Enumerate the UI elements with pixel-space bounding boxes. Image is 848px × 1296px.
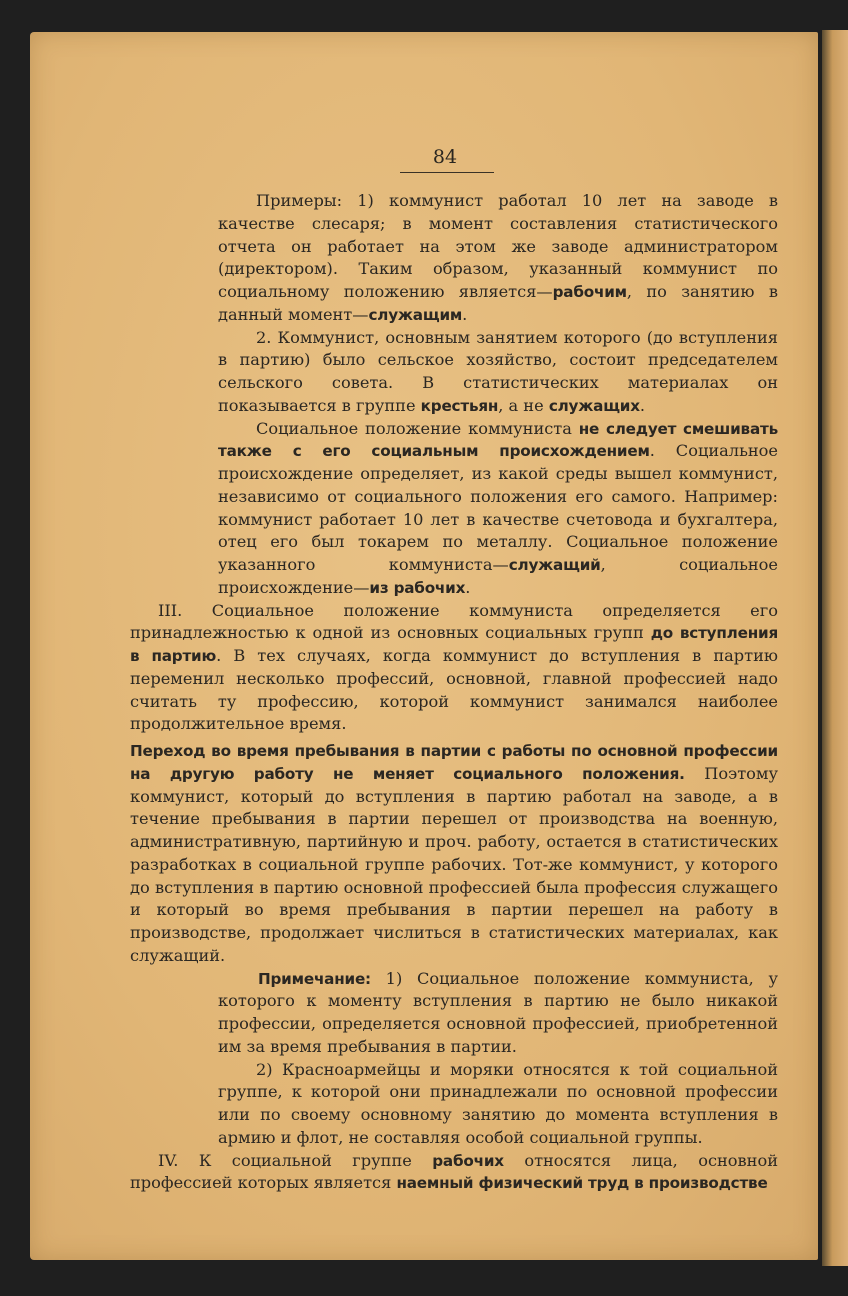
- text-run: относятся лица, основной профессией которых является: [130, 1150, 778, 1193]
- text-run: Поэтому коммунист, который до вступления в партию работал на заводе, а в течение пребывания в партии перешел от производства на военную, административную, партийную и проч. работу, остается в статистических разработках в социальной группе рабочих. Тот-же коммунист, у которого до вступления в партию основной профессией была профессия служащего и который во время пребывания в партии перешел на работу в производстве, продолжает числиться в статистических материалах, как служащий.: [130, 763, 779, 965]
- page-number: 84: [432, 146, 458, 168]
- bold-phrase: служащий: [508, 556, 601, 574]
- paragraph-note-2: [218, 1059, 778, 1150]
- paragraph-section-iii: [130, 600, 778, 737]
- bold-phrase: рабочих: [432, 1151, 504, 1170]
- paragraph-examples: [218, 190, 778, 327]
- paragraph-section-iv: [130, 1150, 778, 1196]
- bold-phrase: не следует смешивать также с его социальным происхождением: [218, 419, 778, 461]
- text-run: , а не: [498, 395, 549, 415]
- text-run: Социальное положение коммуниста: [256, 418, 579, 438]
- page-body: [130, 190, 778, 1195]
- text-run: . В тех случаях, когда коммунист до вступления в партию переменил несколько профессий, основной, главной профессией надо считать ту профессию, которой коммунист занимался наиболее продолжительное время.: [130, 646, 778, 734]
- paragraph-social-origin: [218, 418, 778, 600]
- bold-phrase: служащим: [368, 305, 463, 324]
- text-run: 1) Социальное положение коммуниста, у которого к моменту вступления в партию не было никакой профессии, определяется основной профессией, приобретенной им за время пребывания в партии.: [218, 968, 778, 1056]
- text-run: Примеры: 1) коммунист работал 10 лет на заводе в качестве слесаря; в момент составления статистического отчета он работает на этом же заводе администратором (директором). Таким образом, указанный коммунист по социальному положению является—: [218, 191, 778, 301]
- text-run: . Социальное происхождение определяет, из какой среды вышел коммунист, независимо от социального положения его самого. Например: коммунист работает 10 лет в качестве счетовода и бухгалтера, отец его был токарем по металлу. Социальное положение указанного коммуниста—: [218, 441, 779, 574]
- bold-phrase: служащих: [548, 396, 640, 415]
- text-run: IV. К социальной группе: [158, 1150, 433, 1170]
- bold-phrase: Переход во время пребывания в партии с работы по основной профессии на другую работу не меняет социального положения.: [130, 742, 778, 783]
- text-run: .: [462, 304, 468, 324]
- text-run: 2. Коммунист, основным занятием которого (до вступления в партию) было сельское хозяйство, состоит председателем сельского совета. В статистических материалах он показывается в группе: [218, 327, 778, 415]
- text-run: .: [639, 395, 645, 415]
- text-run: , социальное происхождение—: [218, 555, 778, 597]
- bold-phrase: крестьян: [420, 396, 499, 415]
- next-page-edge: [822, 30, 848, 1266]
- page-number-rule: [400, 172, 494, 173]
- paragraph-note-1: [218, 968, 778, 1059]
- paragraph-example-2: [218, 327, 778, 418]
- bold-phrase: до вступления в партию: [130, 624, 778, 665]
- paragraph-transfer: [130, 740, 778, 968]
- bold-phrase: из рабочих: [369, 578, 466, 597]
- bold-phrase: наемный физический труд в производстве: [396, 1174, 768, 1193]
- bold-phrase: рабочим: [552, 283, 627, 301]
- text-run: 2) Красноармейцы и моряки относятся к той социальной группе, к которой они принадлежали по основной профессии или по своему основному занятию до момента вступления в армию и флот, не составляя особой социальной группы.: [218, 1059, 778, 1147]
- bold-phrase: Примечание:: [258, 969, 371, 988]
- text-run: , по занятию в данный момент—: [218, 282, 778, 324]
- text-run: .: [465, 577, 471, 597]
- text-run: III. Социальное положение коммуниста определяется его принадлежностью к одной из основных социальных групп: [130, 600, 778, 643]
